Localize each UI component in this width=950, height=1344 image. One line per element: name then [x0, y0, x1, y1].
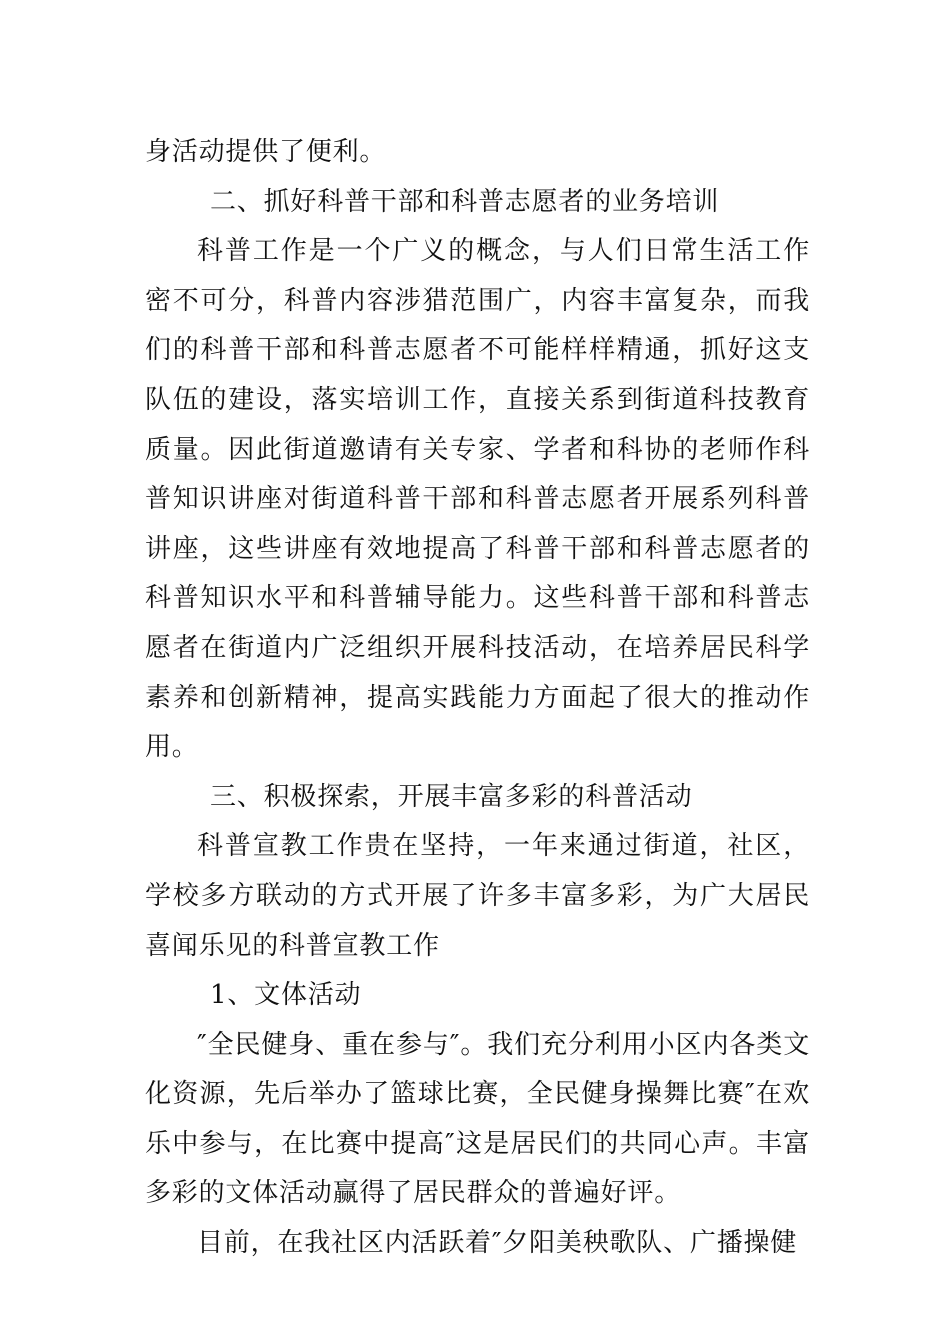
paragraph-training: 科普工作是一个广义的概念，与人们日常生活工作密不可分，科普内容涉猎范围广，内容丰富复杂，而我们的科普干部和科普志愿者不可能样样精通，抓好这支队伍的建设，落实培训工作，直接关系到街道科技教育质量。因此街道邀请有关专家、学者和科协的老师作科普知识讲座对街道科普干部和科普志愿者开展系列科普讲座，这些讲座有效地提高了科普干部和科普志愿者的科普知识水平和科普辅导能力。这些科普干部和科普志愿者在街道内广泛组织开展科技活动，在培养居民科学素养和创新精神，提高实践能力方面起了很大的推动作用。 — [145, 236, 810, 763]
paragraph-activities: 科普宣教工作贵在坚持，一年来通过街道，社区，学校多方联动的方式开展了许多丰富多彩，为广大居民喜闻乐见的科普宣教工作 — [145, 831, 810, 961]
section-heading-3: 三、积极探索，开展丰富多彩的科普活动 — [210, 781, 693, 812]
paragraph-continued: 身活动提供了便利。 — [145, 137, 387, 167]
section-heading-2: 二、抓好科普干部和科普志愿者的业务培训 — [210, 186, 720, 217]
paragraph-sports: ″全民健身、重在参与″。我们充分利用小区内各类文化资源，先后举办了篮球比赛，全民健身操舞比赛″在欢乐中参与，在比赛中提高″这是居民们的共同心声。丰富多彩的文体活动赢得了居民群众的普遍好评。 — [145, 1029, 810, 1209]
document-body — [145, 128, 810, 1269]
subsection-heading-1: 1、文体活动 — [210, 980, 362, 1011]
paragraph-current: 目前，在我社区内活跃着″夕阳美秧歌队、广播操健 — [197, 1228, 798, 1259]
